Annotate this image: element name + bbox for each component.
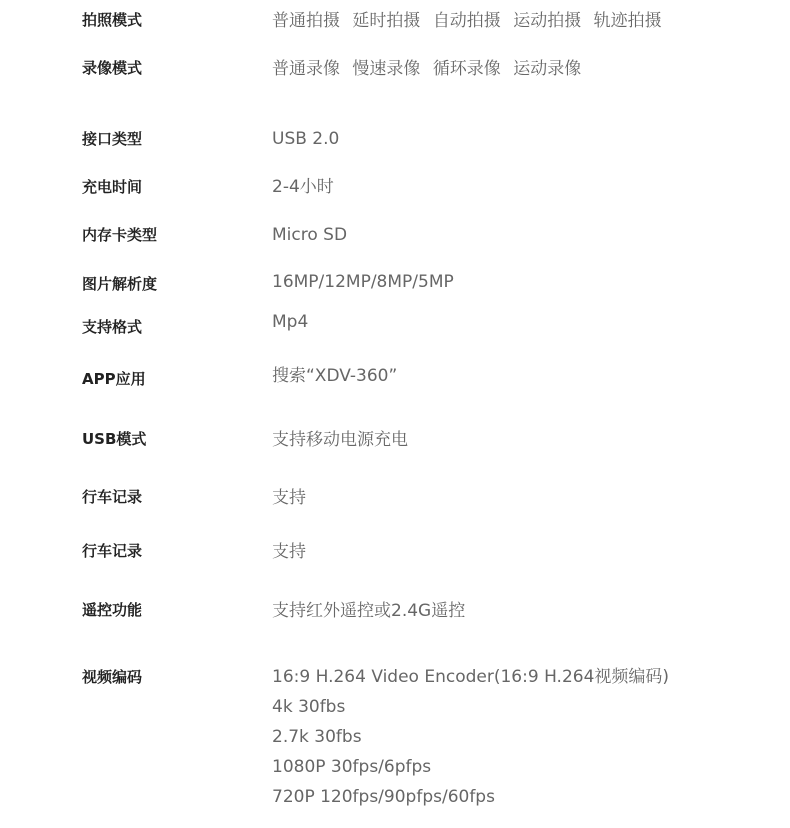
spec-value-line: 720P 120fps/90pfps/60fps: [272, 787, 495, 807]
spec-value-item: 自动拍摄: [432, 11, 501, 31]
spec-value: Micro SD: [272, 225, 348, 245]
spec-value-lines: [272, 667, 676, 817]
spec-value: 支持: [272, 542, 306, 562]
spec-label: 支持格式: [82, 318, 143, 336]
spec-label: 图片解析度: [82, 275, 158, 293]
spec-value-item: 循环录像: [432, 59, 501, 79]
spec-value: 16MP/12MP/8MP/5MP: [272, 272, 454, 292]
spec-value: 支持移动电源充电: [272, 430, 408, 450]
spec-value-line: 1080P 30fps/6pfps: [272, 757, 432, 777]
spec-value-item: 轨迹拍摄: [593, 11, 662, 31]
spec-label: 行车记录: [82, 488, 143, 506]
spec-value: USB 2.0: [272, 129, 340, 149]
spec-value-item: 运动录像: [513, 59, 582, 79]
spec-value-item: 慢速录像: [352, 59, 421, 79]
spec-value: 2-4小时: [272, 177, 334, 197]
spec-value-line: 16:9 H.264 Video Encoder(16:9 H.264视频编码): [272, 667, 670, 687]
spec-value-line: 2.7k 30fbs: [272, 727, 362, 747]
spec-label: 拍照模式: [82, 11, 143, 29]
spec-label: 行车记录: [82, 542, 143, 560]
spec-value: 搜索“XDV-360”: [272, 366, 398, 386]
spec-value-item: 延时拍摄: [352, 11, 421, 31]
spec-label: USB模式: [82, 430, 147, 448]
spec-value-item: 运动拍摄: [513, 11, 582, 31]
spec-label: APP应用: [82, 370, 146, 388]
spec-value: 支持: [272, 488, 306, 508]
spec-label: 充电时间: [82, 178, 143, 196]
spec-value-line: 4k 30fbs: [272, 697, 346, 717]
spec-label: 遥控功能: [82, 601, 143, 619]
spec-label: 录像模式: [82, 59, 143, 77]
spec-value-list: [272, 11, 669, 31]
spec-label: 内存卡类型: [82, 226, 158, 244]
spec-label: 接口类型: [82, 130, 143, 148]
spec-value: Mp4: [272, 312, 309, 332]
spec-value: 支持红外遥控或2.4G遥控: [272, 601, 466, 621]
spec-value-list: [272, 59, 588, 79]
spec-label: 视频编码: [82, 668, 143, 686]
spec-value-item: 普通拍摄: [272, 11, 340, 31]
spec-value-item: 普通录像: [272, 59, 340, 79]
